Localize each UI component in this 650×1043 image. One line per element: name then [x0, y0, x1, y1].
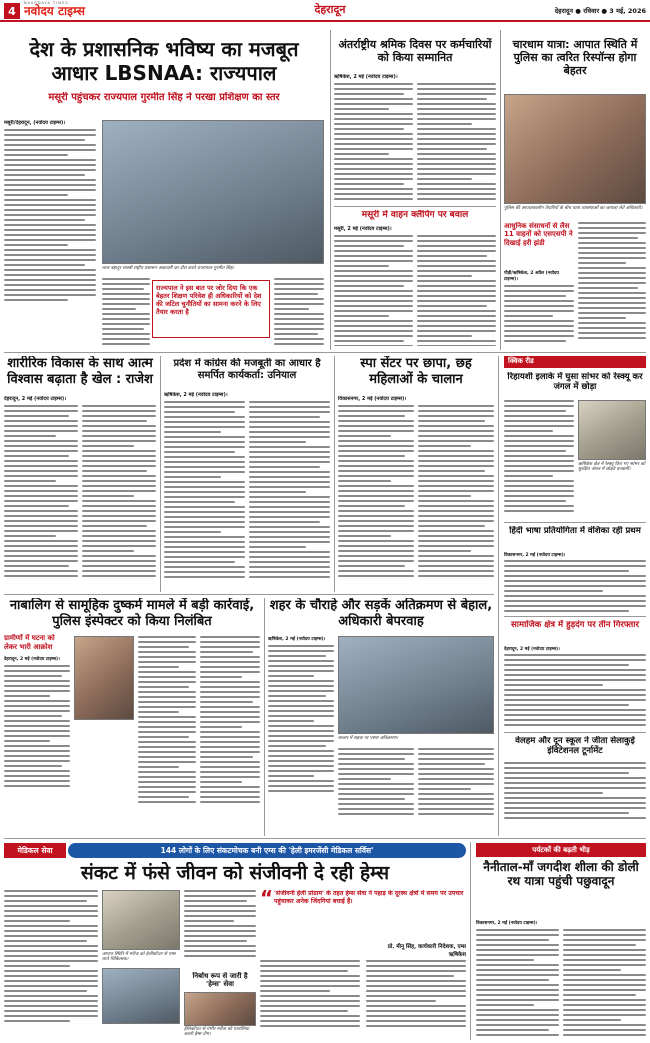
ems-banner: 144 लोगों के लिए संकटमोचक बनी एम्स की 'हेली इमरजेंसी मेडिकल सर्विस' [68, 843, 466, 858]
encroachment-photo-caption: बाजार में सड़क पर पसरा अतिक्रमण। [338, 736, 399, 741]
ems-col3 [184, 890, 256, 970]
mussoorie-dateline: मसूरी, 2 मई (नवोदय टाइम्स)। [334, 226, 392, 232]
ems-body [4, 890, 98, 1038]
ems-photo-3 [184, 992, 256, 1026]
congress-headline: प्रदेश में कांग्रेस की मजबूती का आधार है समर्पित कार्यकर्ता: उनियाल [173, 358, 321, 381]
issue-date: देहरादून ● रविवार ● 3 मई, 2026 [554, 7, 646, 15]
masthead-small: NAVODAYA TIMES [24, 1, 69, 5]
encroachment-body [268, 636, 334, 834]
spa-dateline: विकासनगर, 2 मई (नवोदय टाइम्स)। [338, 396, 407, 402]
veterans-body [504, 762, 646, 832]
sanskrit-headline: सामाजिक क्षेत्र में हुड़दंग पर तीन गिरफ्तार [511, 620, 639, 630]
nainital-label: पर्यटकों की बढ़ती भीड़ [476, 843, 646, 857]
lbsnaa-pullquote: राज्यपाल ने इस बात पर जोर दिया कि एक बेहतर शिक्षण परिवेश ही अधिकारियों को देश की जटिल चुनौतियों का सामना करने के लिए तैयार करता है [152, 280, 270, 338]
weapons-dateline: पौड़ी/ऋषिकेश, 2 अप्रैल (नवोदय टाइम्स)। [504, 271, 559, 282]
lbsnaa-subhead: मसूरी पहुंचकर राज्यपाल गुरमीत सिंह ने परखा प्रशिक्षण का स्तर [48, 92, 280, 103]
sports-headline: शारीरिक विकास के साथ आत्म विश्वास बढ़ाता है खेल : राजेश [7, 356, 153, 387]
sanskrit-body [504, 646, 646, 730]
ems-photo-2 [102, 968, 180, 1024]
sambhar-photo [578, 400, 646, 460]
sambhar-photo-caption: ऋषिकेश क्षेत्र में रेस्क्यू किए गए सांभर को सुरक्षित जंगल में छोड़ते वनकर्मी। [578, 462, 646, 473]
sports-body [4, 396, 156, 586]
ems-quote-author: प्रो. मीनू सिंह, कार्यकारी निदेशक, एम्स ऋषिकेश [387, 944, 466, 958]
nainital-body [476, 920, 646, 1038]
hindi-dateline: विकासनगर, 2 मई (नवोदय टाइम्स)। [504, 553, 566, 558]
ems-col4 [260, 960, 360, 1038]
encroachment-photo [338, 636, 494, 734]
lbsnaa-photo [102, 120, 324, 264]
lbsnaa-col3 [274, 278, 324, 346]
veterans-headline: वेलहम और दून स्कूल ने जीता सेलाकुई इंविटेशनल टूर्नामेंट [515, 736, 635, 757]
ems-photo-caption-2: हेलिकॉप्टर से गंभीर मरीज को एयरलिफ्ट करती हेम्स टीम। [184, 1027, 250, 1038]
sambhar-body [504, 400, 574, 520]
quick-read-label: क्विक रीड [504, 356, 646, 368]
lbsnaa-col2 [102, 278, 150, 346]
labour-headline: अंतर्राष्ट्रीय श्रमिक दिवस पर कर्मचारियों को किया सम्मानित [338, 38, 492, 65]
ems-label: मेडिकल सेवा [4, 843, 66, 858]
spa-body [338, 396, 494, 588]
weapons-body [504, 270, 574, 344]
sports-dateline: देहरादून, 2 मई (नवोदय टाइम्स)। [4, 396, 67, 402]
assault-col3 [200, 636, 260, 832]
section-name: देहरादून [314, 3, 346, 16]
ems-col5 [366, 960, 466, 1038]
congress-body [164, 392, 330, 588]
assault-headline: नाबालिग से सामूहिक दुष्कर्म मामले में बड़ी कार्रवाई, पुलिस इंस्पेक्टर को किया निलंबित [9, 598, 255, 629]
page-header [0, 0, 650, 22]
ems-subhead: निर्बाध रूप से जारी है 'हेम्स' सेवा [192, 972, 248, 989]
mussoorie-headline: मसूरी में वाहन क्लैंपिंग पर बवाल [361, 210, 469, 220]
encroachment-headline: शहर के चौराहे और सड़कें अतिक्रमण से बेहाल, अधिकारी बेपरवाह [269, 598, 493, 629]
mussoorie-body [334, 226, 496, 346]
assault-photo [74, 636, 134, 720]
weapons-headline: आधुनिक संसाधनों से लैस 11 वाहनों को एसएसपी ने दिखाई हरी झंडी [504, 222, 573, 247]
nainital-dateline: विकासनगर, 2 मई (नवोदय टाइम्स)। [476, 921, 538, 926]
hindi-headline: हिंदी भाषा प्रतियोगिता में वंशिका रही प्रथम [509, 526, 641, 536]
assault-sidebar [4, 634, 70, 834]
hindi-body [504, 552, 646, 614]
nainital-headline: नैनीताल-माँ जगदीश शीला की डोली रथ यात्रा पहुंची पछुवादून [483, 860, 639, 889]
lbsnaa-dateline: मसूरी/देहरादून, (नवोदय टाइम्स)। [4, 120, 66, 126]
page-number: 4 [4, 3, 20, 19]
chardham-headline: चारधाम यात्रा: आपात स्थिति में पुलिस का त्वरित रिस्पॉन्स होगा बेहतर [512, 38, 638, 78]
masthead-title: नवोदय टाइम्स [24, 4, 86, 18]
masthead-logo [24, 1, 144, 19]
ems-quote [260, 890, 466, 940]
assault-dateline: देहरादून, 2 मई (नवोदय टाइम्स)। [4, 657, 60, 662]
chardham-photo [504, 94, 646, 204]
ems-headline: संकट में फंसे जीवन को संजीवनी दे रही हेम्स [80, 862, 390, 884]
encroachment-col4 [418, 748, 494, 832]
labour-dateline: ऋषिकेश, 2 मई (नवोदय टाइम्स)। [334, 74, 398, 80]
lbsnaa-photo-caption: लाल बहादुर शास्त्री राष्ट्रीय प्रशासन अकादमी का दौरा करते राज्यपाल गुरमीत सिंह। [102, 266, 235, 271]
quote-mark-icon: “ [260, 890, 274, 910]
weapons-col2 [578, 222, 646, 344]
lbsnaa-body [4, 120, 96, 305]
assault-sidebar-headline: ग्रामीणों में घटना को लेकर भारी आक्रोश [4, 634, 55, 651]
congress-dateline: ऋषिकेश, 2 मई (नवोदय टाइम्स)। [164, 392, 228, 398]
assault-col2 [138, 636, 196, 832]
encroachment-col3 [338, 748, 414, 832]
lbsnaa-headline: देश के प्रशासनिक भविष्य का मजबूत आधार LBSNAA: राज्यपाल [29, 38, 299, 85]
chardham-photo-caption: पुलिस की आपातकालीन तैयारियों के बीच यात्रा व्यवस्थाओं का जायजा लेते अधिकारी। [504, 206, 643, 211]
labour-body [334, 74, 496, 202]
encroachment-dateline: ऋषिकेश, 2 मई (नवोदय टाइम्स)। [268, 637, 326, 642]
sanskrit-dateline: देहरादून, 2 मई (नवोदय टाइम्स)। [504, 647, 560, 652]
ems-photo-1 [102, 890, 180, 950]
sambhar-headline: रिहायशी इलाके में घुसा सांभर को रेस्क्यू कर जंगल में छोड़ा [507, 372, 643, 393]
ems-quote-text: 'संजीवनी हेली प्रोग्राम' के तहत हेम्स सेवा ने पहाड़ के दूरस्थ क्षेत्रों में समय पर उपचार पहुंचाकर अनेक जिंदगियां बचाई हैं। [274, 890, 464, 905]
ems-photo-caption-1: आपात स्थिति में मरीज को हेलीकॉप्टर से एम्स लाते चिकित्सक। [102, 952, 176, 963]
spa-headline: स्पा सेंटर पर छापा, छह महिलाओं के चालान [360, 356, 472, 387]
